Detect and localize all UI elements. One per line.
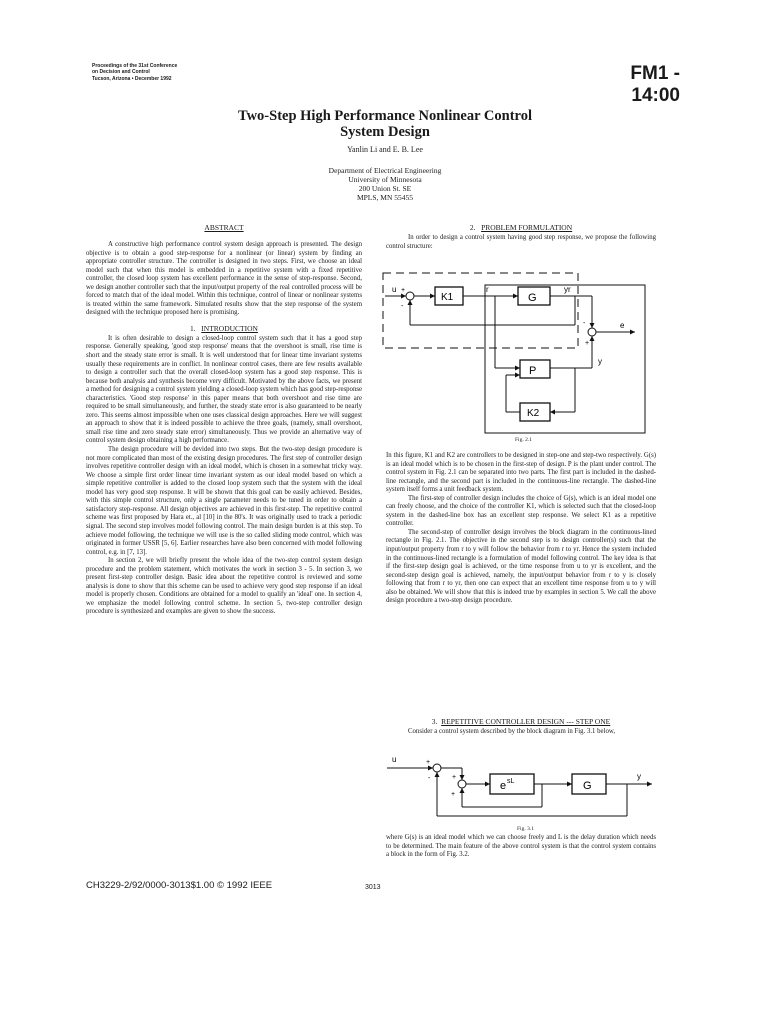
svg-text:e: e [500,780,507,792]
left-column [86,221,362,617]
svg-text:sL: sL [507,778,515,785]
summing-junction-b [458,780,466,788]
proceedings-info [92,63,242,82]
solid-box [485,285,645,433]
session-code: FM1 - 14:00 [630,63,680,106]
figure-3-1 [382,752,662,822]
affiliation-line: University of Minnesota [348,175,422,184]
summing-junction-2 [588,328,596,336]
svg-text:+: + [585,340,590,347]
title-line: System Design [340,124,430,140]
proceedings-line: Tucson, Arizona • December 1992 [92,75,172,82]
repetitive-intro: Consider a control system described by the block diagram in Fig. 3.1 below, [408,728,616,735]
label-u: u [392,285,397,294]
repetitive-closing [386,834,656,860]
fig-3-1-caption: Fig. 3.1 [517,826,534,832]
problem-paragraph: The second-step of controller design involves the block diagram in the continuous-lined rectangle in Fig. 2.1. The objective in the second step is to design controller(s) such that the input/output property from r to y will follow the behavior from r to yr. Hence the system included in the continuous-lined rectangle is a formulation of model following control. The key idea is that if the first-step design goal is achieved, or the time response from u to yr is excellent, and the second-step design goal is achieved, namely, the input/output behavior from r to y is closely following that from r to yr, then one can expect that an excellent time response from u to y will also be obtained. We will show that this is indeed true by examples in section 5. We call the above design procedure a two-step design procedure. [386,528,656,605]
page-number: 3013 [365,884,381,891]
label-yr: yr [564,285,571,294]
k1-label: K1 [441,292,454,303]
abstract-text: A constructive high performance control system design approach is presented. The design objective is to obtain a good step-response for a nonlinear (or linear) system by finding an appropriate controller structure. The controller is designed in two steps. First, we choose an ideal model such that when this model is embedded in a repetitive system with a fixed repetitive controller, the closed loop system has excellent performance in the sense of step-response. Second, we design another controller such that the input/output property of the real controlled process will be forced to match that of the ideal model. Within this technique, control of linear or nonlinear systems is treated within the same framework. Simulated results show that the step response of the system designed with the technique proposed here is promising. [86,241,362,317]
affiliation [260,166,510,202]
k2-label: K2 [527,408,540,419]
intro-paragraph: It is often desirable to design a closed-loop control system such that it has a good step response. Generally speaking, 'good step response' means that the overshoot is small, rise time is short and the steady state error is small. It is well understood that for linear time invariant systems usually these requirements are in conflict. In nonlinear control cases, there are few results available to design a controller such that the overall closed-loop system has a good step response. This is because both analysis and synthesis become very difficult. Motivated by the above facts, we present a method for designing a control system yielding a closed-loop system which has good step-response characteristics. 'Good step response' in this paper means that both overshoot and rise time are required to be small simultaneously, and further, the steady state error is also guaranteed to be nearly zero. This seems almost impossible when one uses classical design approaches. Here we will suggest an approach to show that it is indeed possible to achieve the three goals, (namely, small overshoot, small rise time and zero steady state error) simultaneously. Thus we provide an alternative way of control system design obtaining a high performance. [86,334,362,445]
repetitive-section [386,715,656,737]
paper-title [150,108,620,140]
summing-junction-1 [406,292,414,300]
problem-paragraph: The first-step of controller design includes the choice of G(s), which is an ideal model one can freely choose, and the choice of the controller K1, which is selected such that the closed-loop system in the dashed-line box has an excellent step response. We select K1 as a repetitive controller. [386,494,656,528]
fig31-label-y: y [637,772,641,781]
intro-paragraph: The design procedure will be devided into two steps. But the two-step design procedure is not more complicated than most of the existing design procedures. The first step of controller design involves repetitive controller design with an ideal model, which is chosen in a somewhat tricky way. We choose a simple first order linear time invariant system as our ideal model based on which a simple repetitive controller is added to the closed loop system such that the system with the ideal model has very good step response. It will be shown that this goal can be easily achieved. Besides, with this simple control structure, only a single parameter needs to be tuned in order to obtain a satisfactory step-response. All design objectives are achieved in this first-step. The repetitive control scheme was first proposed by Hara et., al [10] in the 80's. It was originally used to track a periodic signal. The second step involves model following control. The main design burden is at this step. To achieve model following, the technique we will use is the so called sliding mode control, which was originated in former USSR [5, 6]. Earlier researches have also been concerned with model following control, e.g. in [7, 13]. [86,446,362,556]
svg-text:-: - [428,775,431,782]
summing-junction-a [433,764,441,772]
copyright-line: CH3229-2/92/0000-3013$1.00 © 1992 IEEE [86,880,273,891]
label-r: r [486,285,489,294]
svg-text:-: - [583,320,586,327]
label-y: y [598,357,602,366]
proceedings-line: Proceedings of the 31st Conference [92,63,178,69]
proceedings-line: on Decision and Control [92,69,150,76]
svg-text:+: + [451,791,456,798]
problem-section-body [386,452,656,606]
problem-section-top [386,221,656,251]
figure-2-1 [380,265,660,445]
problem-intro: In order to design a control system having good step response, we propose the following control structure: [386,234,656,250]
problem-paragraph: In this figure, K1 and K2 are controllers to be designed in step-one and step-two respectively. G(s) is an ideal model which is to be chosen in the first-step of design. P is the plant under control. The control system in Fig. 2.1 can be separated into two parts. The first part is included in the dashed-line rectangle, and the second part is included in the continuous-line rectangle. The dashed-line system itself forms a unit feedback system. [386,452,656,494]
g-label: G [528,292,537,304]
p-label: P [529,365,537,377]
title-line: Two-Step High Performance Nonlinear Control [237,108,532,124]
fig-2-1-caption: Fig. 2.1 [515,437,532,443]
affiliation-line: MPLS, MN 55455 [356,193,414,202]
affiliation-line: Department of Electrical Engineering [328,166,442,175]
label-e: e [620,321,625,330]
intro-heading: 1. INTRODUCTION [190,323,258,333]
repetitive-closing-text: where G(s) is an ideal model which we can choose freely and L is the delay duration which needs to be determined. The main feature of the above control system is that the control system contains a block in the form of Fig. 3.2. [386,834,656,859]
svg-text:+: + [426,759,431,766]
intro-paragraph: In section 2, we will briefly present the whole idea of the two-step control system design procedure and the problem statement, which motivates the work in section 3 - 5. In section 3, we present first-step controller design. Basic idea about the repetitive control is reviewed and some analysis is done to show that this scheme can be used to achieve very good step response if an ideal model is properly chosen. Conditions are obtained for a model to qualify an 'ideal' one. In section 4, we emphasize the model following control scheme. In section 5, two-step controller design procedure is synthesized and examples are given to show the success. [86,557,362,616]
fig31-label-u: u [392,755,397,764]
repetitive-heading: 3. REPETITIVE CONTROLLER DESIGN --- STEP ONE [431,717,611,726]
problem-heading: 2. PROBLEM FORMULATION [469,223,573,232]
authors: Yanlin Li and E. B. Lee [347,145,423,154]
affiliation-line: 200 Union St. SE [358,184,412,193]
svg-text:-: - [401,303,404,310]
svg-text:+: + [452,774,457,781]
abstract-heading: ABSTRACT [204,223,244,232]
fig31-g-label: G [583,780,592,792]
svg-text:+: + [401,287,406,294]
dashed-box [383,273,578,348]
